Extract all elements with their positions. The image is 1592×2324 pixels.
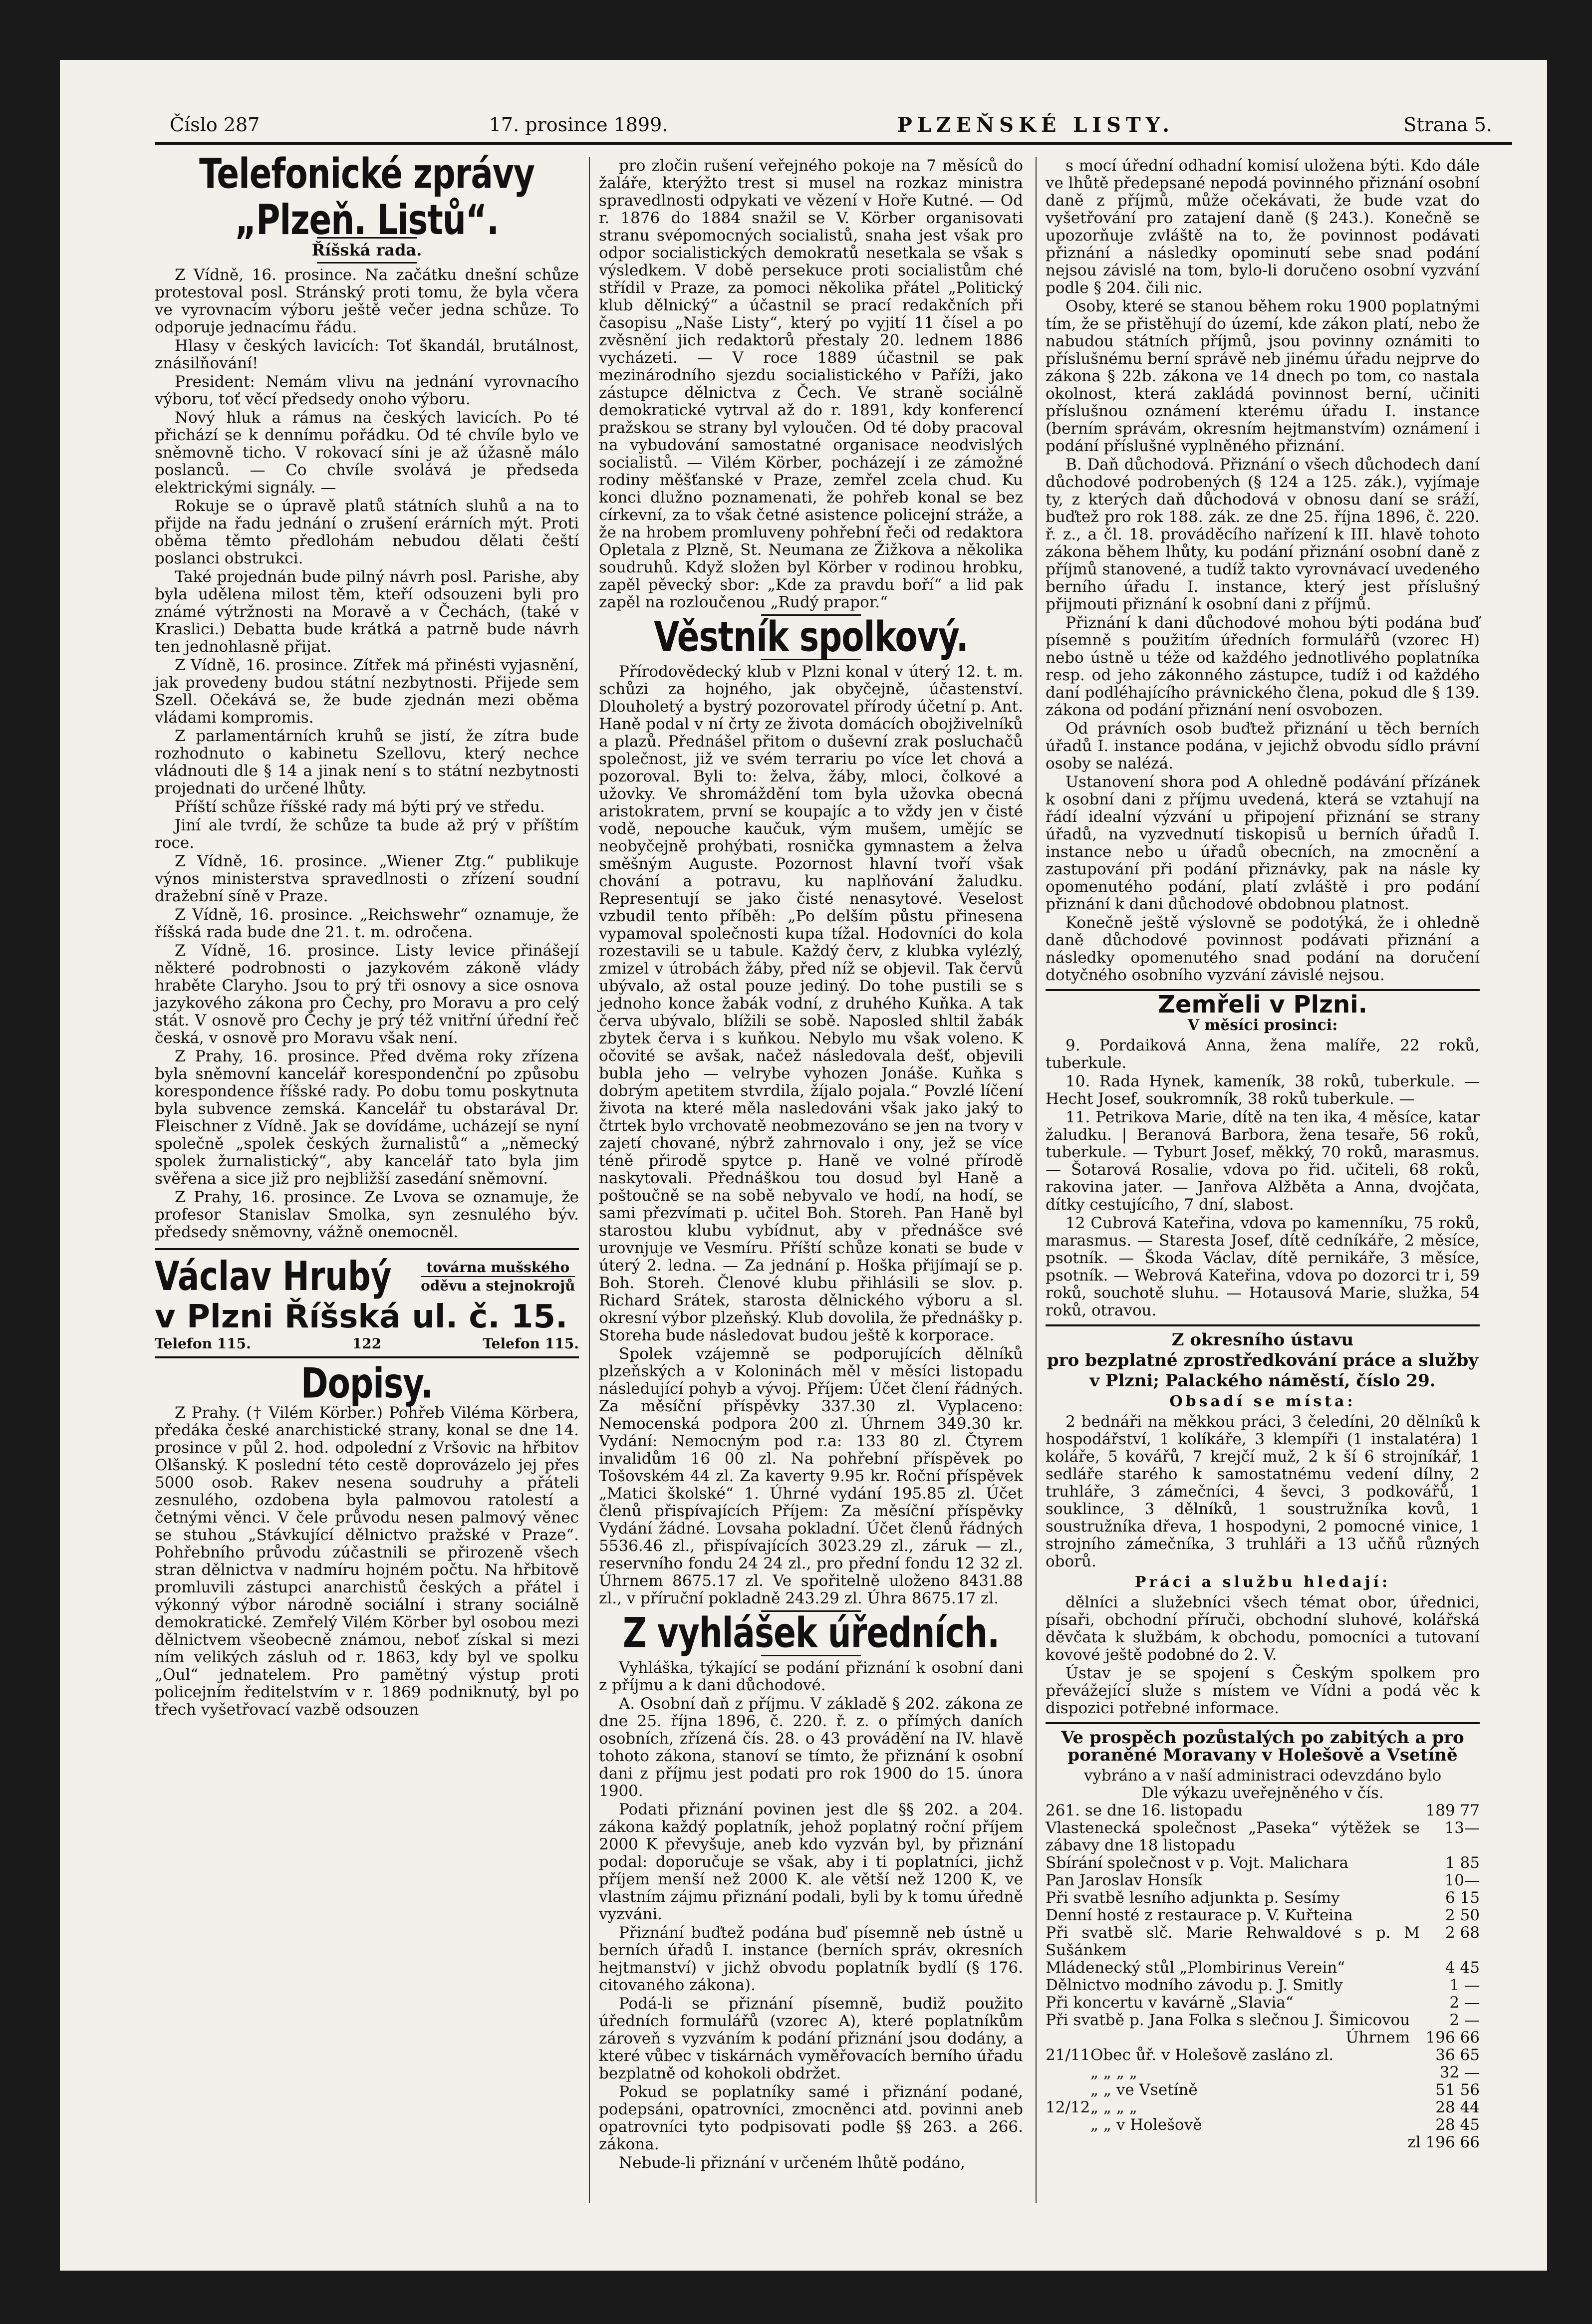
table-row <box>1046 1907 1480 1924</box>
paragraph: Přiznání k dani důchodové mohou býti podána buď písemně s použitím úředních formulářů (vzorec H) nebo ústně u téže od každého jednotlivého poplatníka resp. od jeho zákonného zástupce, tudíž i od každého daní podléhajícího právnického člena, pokud dle § 139. zákona od podání přiznání není osvobozen. <box>1046 614 1480 719</box>
remit-value: 36 65 <box>1435 2046 1480 2064</box>
donations-total <box>1046 2029 1480 2047</box>
table-row <box>1046 2047 1480 2064</box>
remit-label: „ „ ve Vsetíně <box>1090 2081 1198 2099</box>
paragraph: Také projednán bude pilný návrh posl. Parishe, aby byla udělena milost těm, kteří odsouzeni byli pro známé výtržnosti na Moravě a v Čechách, (také v Kraslici.) Debatta bude krátká a patrně bude návrh ten jednohlasně přijat. <box>155 568 579 656</box>
subsection-heading: V měsíci prosinci: <box>1187 1017 1338 1034</box>
ad-phone: Telefon 115. <box>483 1335 579 1352</box>
subsection-heading: Obsadí se místa: <box>1169 1393 1356 1410</box>
paragraph: Podati přiznání povinen jest dle §§ 202. a 204. zákona každý poplatník, jehož poplatný roční příjem 2000 K převyšuje, aneb kdo vyzván byl, by přiznání podal: doporučuje se však, aby i ti poplatníci, jichž příjem menší než 2000 K. ale větší než 1200 K, ve vlastním zájmu přiznání podali, byli by k tomu úředně vyzváni. <box>599 1801 1023 1923</box>
page-header <box>170 110 1492 140</box>
donation-value: 2 50 <box>1445 1906 1480 1924</box>
section-heading: Z okresního ústavu <box>1171 1330 1354 1350</box>
paragraph: President: Nemám vlivu na jednání vyrovnacího výboru, toť věcí předsedy onoho výboru. <box>155 373 579 408</box>
paragraph: Hlasy v českých lavicích: Toť škandál, brutálnost, znásilňování! <box>155 337 579 372</box>
subsection-heading: vybráno a v naší administraci odevzdáno bylo <box>1083 1767 1442 1785</box>
paragraph: 10. Rada Hynek, kameník, 38 roků, tuberkule. — Hecht Josef, soukromník, 38 roků tuberkule. — <box>1046 1072 1480 1108</box>
donation-label: Při svatbě slč. Marie Rehwaldové s p. M Sušánkem <box>1046 1924 1420 1959</box>
remits-table <box>1046 2047 1480 2134</box>
article-body <box>155 266 579 1241</box>
donation-label: 261. se dne 16. listopadu <box>1046 1802 1243 1819</box>
donation-label: Při svatbě p. Jana Folka s slečnou J. Šimicovou <box>1046 2011 1410 2029</box>
donation-label: Sbírání společnost v p. Vojt. Malichara <box>1046 1854 1348 1872</box>
column-divider <box>1036 157 1037 2203</box>
total-label: Úhrnem <box>1345 2029 1410 2047</box>
paragraph: Z Vídně, 16. prosince. Na začátku dnešní schůze protestoval posl. Stránský proti tomu, že byla včera ve vyrovnacím výboru ještě večer jedna schůze. To odporuje jednacímu řádu. <box>155 266 579 336</box>
paragraph: Osoby, které se stanou během roku 1900 poplatnými tím, že se přistěhují do území, kde zákon platí, nebo že nabudou státních příjmů, jsou povinny oznámiti to příslušnému berní správě neb jinému úřadu nejprve do zákona § 22b. zákona ve 14 dnech po tom, co nastala okolnost, která zakládá povinnost berní, učiniti příslušnou oznámení kterému úřadu I. instance (berním správám, okresním hejtmanstvím) oznámení i podání příslušné vyplněného přiznání. <box>1046 297 1480 455</box>
paragraph: 12 Cubrová Kateřina, vdova po kamenníku, 75 roků, marasmus. — Staresta Josef, dítě cedníkáře, 2 měsíce, psotník. — Škoda Václav, dítě pernikáře, 3 měsíce, psotník. — Webrová Kateřina, vdova po dozorci tr i, 59 roků, souchotě sluhu. — Hotausová Marie, služka, 54 roků, otravou. <box>1046 1214 1480 1319</box>
table-row <box>1046 2116 1480 2134</box>
donation-value: 6 15 <box>1445 1889 1480 1907</box>
section-heading: Věstník spolkový. <box>654 613 968 661</box>
column-divider <box>589 157 590 2203</box>
remit-date: 12/12 <box>1046 2098 1090 2116</box>
donation-label: Mládenecký stůl „Plombirinus Verein“ <box>1046 1959 1345 1977</box>
header-rule <box>155 142 1512 145</box>
column-3 <box>1046 157 1480 2151</box>
page-number: Strana 5. <box>1403 114 1492 136</box>
remit-value: 32 — <box>1439 2064 1480 2081</box>
divider <box>317 262 417 263</box>
subsection-heading: Práci a službu hledají: <box>1134 1573 1391 1591</box>
donation-value: 2 68 <box>1445 1924 1480 1942</box>
section-heading: Dopisy. <box>300 1359 433 1408</box>
donation-value: 13— <box>1444 1819 1480 1837</box>
section-heading: Ve prospěch pozůstalých po zabitých a pro poraněné Moravany v Holešově a Vsetíně <box>1061 1728 1464 1765</box>
table-row <box>1046 1872 1480 1889</box>
donation-value: 2 — <box>1449 1994 1480 2012</box>
paragraph: Z Vídně, 16. prosince. „Wiener Ztg.“ publikuje výnos ministerstva spravedlnosti o zřízení soudní dražební síně v Praze. <box>155 852 579 905</box>
remit-value: 51 56 <box>1435 2081 1480 2099</box>
column-1 <box>155 150 579 1720</box>
paragraph: pro zločin rušení veřejného pokoje na 7 měsíců do žaláře, kterýžto trest si musel na rozkaz ministra spravedlnosti odpykati ve vězení v Hoře Kutné. — Od r. 1876 do 1884 snažil se V. Körber organisovati stranu svépomocných socialistů, snaha jest však pro odpor socialistických demokratů nesetkala se však s výsledkem. V době persekuce proti socialistům ché střídil v Praze, za pomoci několika přátel „Politický klub dělnický“ a účastnil se prací redakčních při časopisu „Naše Listy“, který po vyjití 11 čísel a po zvěsnění jich redaktorů přestaly 20. lednem 1886 vycházeti. — V roce 1889 účastnil se pak mezinárodního sjezdu socialistického v Paříži, jako zástupce dělnictva z Čech. Ve straně sociálně demokratické vytrval až do r. 1891, kdy konferencí pražskou se strany byl vyloučen. Od té doby pracoval na vybudování samostatné organisace neodvislých socialistů. — Vilém Körber, pocházejí i ze zámožné rodiny měšťanské v Praze, zemřel zcela chud. Ku konci dlužno poznamenati, že pohřeb konal se bez církevní, za to však četné asistence policejní stráže, a že na hrobem promluveny pohřební řeči od redaktora Opletala z Plzně, St. Neumana ze Žižkova a několika soudruhů. Když složen byl Körber v rodinou hrobku, zapěl pěvecký sbor: „Kde za pravdu boří“ a lid pak zapěl na rozloučenou „Rudý prapor.“ <box>599 157 1023 611</box>
remit-label: „ „ „ „ <box>1090 2064 1137 2081</box>
paragraph: dělníci a služebníci všech témat obor, úřednici, písaři, obchodní příruči, obchodní sluhové, kolářská děvčata k službám, k obchodu, pomocníci a tutovaní kovové ještě podobné do 2. V. <box>1046 1593 1480 1664</box>
donations-intro: Dle výkazu uveřejněného v čís. <box>1141 1784 1384 1802</box>
table-row <box>1046 1959 1480 1977</box>
section-heading: Zemřeli v Plzni. <box>1158 991 1367 1019</box>
ad-company-name: Václav Hrubý <box>155 1253 392 1299</box>
issue-date: 17. prosince 1899. <box>489 114 668 136</box>
donation-label: Pan Jaroslav Honsík <box>1046 1871 1203 1889</box>
donation-value: 1 — <box>1449 1976 1480 1994</box>
paragraph: Jiní ale tvrdí, že schůze ta bude až prý v příštím roce. <box>155 816 579 852</box>
paragraph: 2 bednáři na měkkou práci, 3 čeledíni, 20 dělníků k hospodářství, 1 kolíkáře, 3 klempíři (1 instalatéra) 1 koláře, 5 kovářů, 7 krejčí muž, 2 k ší 6 strojníkář, 1 sedláře starého k samostatnému vedení dílny, 2 truhláře, 3 zámečníci, 4 ševci, 3 podkovářů, 1 souklince, 3 dělníků, 1 soustružníka kovů, 1 soustružníka dřeva, 1 hospodyni, 2 pomocné vinice, 1 strojního zámečníka, 3 truhláři a 13 učňů různých oborů. <box>1046 1413 1480 1570</box>
remit-label: Obec ůř. v Holešově zasláno zl. <box>1090 2046 1334 2064</box>
section-heading: v Plzni; Palackého náměstí, číslo 29. <box>1089 1371 1436 1391</box>
table-row <box>1046 1854 1480 1872</box>
donation-label: Při svatbě lesního adjunkta p. Sesímy <box>1046 1889 1340 1907</box>
paragraph: Rokuje se o úpravě platů státních sluhů a na to přijde na řadu jednání o zrušení erárních mýt. Proti oběma těmto předlohám nebudou dělati čeští poslanci obstrukci. <box>155 497 579 567</box>
paragraph: Podá-li se přiznání písemně, budiž použito úředních formulářů (vzorec A), které poplatníkům zároveň s vyzváním k podání přiznání jsou dodány, a které vůbec v tiskárnách vyměřovacích berního úřadu bezplatně od kohokoli obdržet. <box>599 1995 1024 2082</box>
divider <box>1046 1722 1480 1724</box>
advertisement <box>155 1248 579 1358</box>
paragraph: 9. Pordaiková Anna, žena malíře, 22 roků, tuberkule. <box>1046 1036 1480 1072</box>
donations-table <box>1046 1802 1480 2029</box>
paragraph: Nový hluk a rámus na českých lavicích. Po té přichází se k dennímu pořádku. Od té chvíle bylo ve sněmovně ticho. V rokovací síni je až úžasně málo poslanců. — Co chvíle svolává je předseda elektrickými signály. — <box>155 409 579 497</box>
remit-total: zl 196 66 <box>1407 2133 1480 2151</box>
table-row <box>1046 2012 1480 2029</box>
table-row <box>1046 1802 1480 1819</box>
ad-phone: Telefon 115. <box>155 1335 251 1352</box>
donation-label: Dělnictvo modního závodu p. J. Smitly <box>1046 1976 1343 1994</box>
paragraph: Pokud se poplatníky samé i přiznání podané, podepsáni, opatrovníci, zmocněnci atd. povinni aneb opatrovníci tyto podpisovati podle §§ 263. a 266. zákona. <box>599 2083 1023 2153</box>
divider <box>1046 1324 1480 1326</box>
donation-value: 4 45 <box>1445 1959 1480 1977</box>
column-2 <box>599 157 1023 2173</box>
ad-line: továrna mušského <box>426 1259 570 1276</box>
ad-line: oděvu a stejnokrojů <box>421 1276 575 1294</box>
paragraph: Příští schůze říšské rady má býti prý ve středu. <box>175 798 545 816</box>
paragraph: Přiznání buďtež podána buď písemně neb ústně u berních úřadů I. instance (berních správ, okresních hejtmanství) v jichž obvodu poplatník bydlí (§ 176. citovaného zákona). <box>599 1924 1023 1994</box>
table-row <box>1046 2064 1480 2081</box>
issue-number: Číslo 287 <box>170 114 260 136</box>
subsection-heading: Říšská rada. <box>311 241 422 259</box>
paragraph: Ustanovení shora pod A ohledně podávání přízánek k osobní dani z příjmu uvedená, která se vztahují na řádí idealní výzvání u připojení přiznání se strany úřadů, na vyzvednutí tiskopisů u berních úřadů I. instance nebo u úřadů obecních, na zmocnění a zastupování při podání přiznávky, pak na násle ky opomenutého podání, platí zvláště i pro podání přiznání k dani důchodové obdobnou platnost. <box>1046 773 1480 913</box>
newspaper-title: PLZEŇSKÉ LISTY. <box>897 113 1175 137</box>
total-value: 196 66 <box>1425 2029 1480 2047</box>
remit-value: 28 45 <box>1435 2116 1480 2134</box>
remit-label: „ „ v Holešově <box>1090 2116 1202 2134</box>
table-row <box>1046 2029 1480 2047</box>
paragraph: B. Daň důchodová. Přiznání o všech důchodech daní důchodové podrobených (§ 124 a 125. zák.), vyjímaje ty, z kterých daň důchodová v obnosu daní se sráží, buďtež pro rok 188. zák. ze dne 25. října 1896, č. 220. ř. z., a čl. 18. prováděcího nařízení k III. hlavě tohoto zákona během lhůty, ku podání přiznání osobní daně z příjmů stanovené, a tudíž takto vyrovnávací uvedeného berního úřadu I. instance, který jest příslušný přijmouti přiznání k osobní dani z příjmů. <box>1046 456 1480 613</box>
table-row <box>1046 1994 1480 2012</box>
ad-number: 122 <box>352 1335 382 1352</box>
paragraph: 11. Petrikova Marie, dítě na ten ika, 4 měsíce, katar žaludku. | Beranová Barbora, žena tesaře, 56 roků, tuberkule. — Tyburt Josef, měkký, 70 roků, marasmus. — Šotarová Rosalie, vdova po řid. učiteli, 68 roků, rakovina jater. — Janřova Alžběta a Anna, dvojčata, dítky cestujícího, 7 dní, slabost. <box>1046 1108 1480 1214</box>
paragraph: Z Prahy, 16. prosince. Před dvěma roky zřízena byla sněmovní kancelář korespondenční po způsobu korespondence říšské rady. Po dobu tomu poskytnuta byla subvence zemská. Kancelář tu obstarával Dr. Fleischner z Vídně. Jak se dovídáme, ucházejí se nyní společně „spolek českých žurnalistů“ a „německý spolek žurnalistický“, aby kancelář tato byla jim svěřena a sice již pro nejbližší zasedání sněmovní. <box>155 1047 579 1188</box>
ad-address: v Plzni Říšská ul. č. 15. <box>155 1298 568 1335</box>
newspaper-page <box>60 60 1547 2271</box>
remit-date <box>1046 2081 1090 2099</box>
section-heading: pro bezplatné zprostředkování práce a služby <box>1047 1350 1479 1370</box>
paragraph: s mocí úřední odhadní komisí uložena býti. Kdo dále ve lhůtě předepsané nepodá povinného přiznání osobní daně z příjmů, může očekávati, že bude vzat do vyšetřování pro zatajení daně (§ 243.). Konečně se upozorňuje zvláště na to, že povinnost podávati přiznání a následky opominutí sebe snad podání nejsou závislé na tom, bylo-li doručeno osobní vyzvání podle § 204. čili nic. <box>1046 157 1480 297</box>
donation-value: 10— <box>1444 1871 1480 1889</box>
paragraph: Spolek vzájemně se podporujících dělníků plzeňských a v Koloninách měl v měsíci listopadu následující pohyb a vývoj. Příjem: Účet člení řádných. Za měsíční příspěvky 337.30 zl. Vyplaceno: Nemocenská podpora 200 zl. Úhrnem 349.30 kr. Vydání: Nemocným pod r.a: 133 80 zl. Čtyrem invalidům 16 00 zl. Na pohřební příspěvek po Tošovském 44 zl. Za kaverty 9.95 kr. Roční příspěvek „Matici školské“ 1. Úhrné vydání 195.85 zl. Účet členů přispívajících Příjem: Za měsíční příspěvky Vydání žádné. Lovsaha pokladní. Účet členů řádných 5536.46 zl., přispívajících 3023.29 zl., záruk — zl., reservního fondu 24 24 zl., pro přední fondu 12 32 zl. Úhrnem 8675.17 zl. Ve spořitelně uloženo 8431.88 zl., v příruční pokladně 243.29 zl. Úhra 8675.17 zl. <box>599 1345 1023 1607</box>
ad-phones <box>155 1335 579 1352</box>
remit-label: „ „ „ „ <box>1090 2098 1137 2116</box>
paragraph: Z Vídně, 16. prosince. Zítřek má přinésti vyjasnění, jak provedeny budou státní nezbytnosti. Přijede sem Szell. Očekává se, že bude zjednán mezi oběma vládami kompromis. <box>155 656 579 727</box>
table-row <box>1046 2099 1480 2116</box>
paragraph: Nebude-li přiznání v určeném lhůtě podáno, <box>619 2154 965 2172</box>
paragraph: Z Vídně, 16. prosince. „Reichswehr“ oznamuje, že říšská rada bude dne 21. t. m. odročena. <box>155 906 579 941</box>
table-row <box>1046 2081 1480 2099</box>
donation-label: Při koncertu v kavárně „Slavia“ <box>1046 1994 1294 2012</box>
remit-date <box>1046 2116 1090 2134</box>
remit-date <box>1046 2064 1090 2081</box>
donation-value: 1 85 <box>1445 1854 1480 1872</box>
paragraph: A. Osobní daň z příjmu. V základě § 202. zákona ze dne 25. října 1896, č. 220. ř. z. o přímých daních osobních, zřízená čís. 28. o 43 provádění na IV. hlavě tohoto zákona, stanoví se tímto, že přiznání k osobní dani z příjmu jest podati pro rok 1900 do 15. února 1900. <box>599 1695 1023 1800</box>
donation-value: 2 — <box>1449 2011 1480 2029</box>
table-row <box>1046 1889 1480 1907</box>
table-row <box>1046 1924 1480 1959</box>
paragraph: Vyhláška, týkající se podání přiznání k osobní dani z příjmu a k dani důchodové. <box>599 1659 1023 1694</box>
donation-label: Denní hosté z restaurace p. V. Kuřteina <box>1046 1906 1353 1924</box>
paragraph: Z parlamentárních kruhů se jistí, že zítra bude rozhodnuto o kabinetu Szellovu, který nechce vládnouti dle § 14 a jinak není s to státní nezbytnosti projednati do určené lhůty. <box>155 727 579 797</box>
donation-value: 189 77 <box>1425 1802 1480 1819</box>
remit-value: 28 44 <box>1435 2098 1480 2116</box>
table-row <box>1046 1819 1480 1854</box>
remit-date: 21/11 <box>1046 2046 1090 2064</box>
donation-label: Vlastenecká společnost „Paseka“ výtěžek se zábavy dne 18 listopadu <box>1046 1819 1420 1854</box>
section-heading: Z vyhlášek úředních. <box>622 1609 1000 1657</box>
paragraph: Od právních osob buďtež přiznání u těch berních úřadů I. instance podána, v jejichž obvodu sídlo právní osoby se nalézá. <box>1046 720 1480 773</box>
paragraph: Ústav je se spojení s Českým spolkem pro převážející služe s místem ve Vídni a podá věc k dispozici potřebné informace. <box>1046 1664 1480 1717</box>
paragraph: Z Prahy. († Vilém Körber.) Pohřeb Viléma Körbera, předáka české anarchistické strany, konal se dne 14. prosince v půl 2. hod. odpolední z Vršovic na hřbitov Olšanský. K poslední této cestě doprovázelo jej přes 5000 osob. Rakev nesena soudruhy a přáteli zesnulého, ozdobena byla palmovou ratolestí a četnými věnci. V čele průvodu nesen palmový věnec se stuhou „Stávkující dělnictvo pražské v Praze“. Pohřebního průvodu zúčastnili se přirozeně všech stran dělnictva v nadmíru hojném počtu. Na hřbitově promluvili zástupci anarchistů českých a přátel i výkonný výbor národně sociální i strany sociálně demokratické. Zemřelý Vilém Körber byl osobou mezi dělnictvem všeobecně známou, neboť získal si mezi ním velikých zásluh od r. 1863, kdy byl ve spolku „Oul“ jednatelem. Pro pamětný výstup proti policejním ředitelstvím v r. 1869 podniknutý, byl po třech vyšetřovací vazbě odsouzen <box>155 1404 579 1719</box>
paragraph: Přírodovědecký klub v Plzni konal v úterý 12. t. m. schůzi za hojného, jak obyčejně, účastenství. Dlouholetý a bystrý pozorovatel přírody účetní p. Ant. Haně podal v ní črty ze života domácích obojživelníků a plazů. Přednášel přitom o duševní zrak posluchačů společnost, již ve svém terrariu po více let chová a pozoroval. Byli to: želva, žáby, mloci, čolkové a užovky. Ve shromáždění tom byla užovka obecná aristokratem, první se koupajíc a to vždy jen v čisté vodě, nepouche kaučuk, vým mušem, umějíc se neobyčejně prohýbati, rosnička gymnastem a želva směšným Auguste. Pozornost hlavní tvoří však chování a potravu, ku naplňování žaludku. Representují se jako čisté nenasytové. Veselost vzbudil tento příběh: „Po delším půstu přinesena vypamoval společnosti kupa tížal. Hodovníci do kola rozestavili se u tabule. Každý červ, z klubka vylézlý, zmizel v útrobách žáby, před níž se objevil. Tak červů ubývalo, až ostal pouze jediný. Do tohe pustili se s jednoho konce žabák vodní, z druhého Kuňka. A tak červa ubývalo, blížili se sobě. Naposled shltil žabák zbytek červa i s kuňkou. Nebylo mu však voleno. K očovité se avšak, načež následovala dešť, objevili bubla jeho — velrybe vyhozen Jonáše. Kuňka s dobrým apetitem stvrdila, žíjalo pojala.“ Povzlé líčení života na které měla nasledováni však jako jaký to čtrtek bylo vrchovatě neobmezováno se jen na tvory v zajetí chované, nýbrž zahrnovalo i ony, jež se více téně přirodě spytce p. Haně ve volné přírodě naskytovali. Přednáškou tou dosud byl Haně a poštoučně se na sobě nebyvalo ve hodí, na hodí, se sami přezvímati p. učitel Boh. Storeh. Pan Haně byl starostou klubu vybídnut, aby v přednášce své urovnjuje ve Vesmíru. Příští schůze konati se bude v úterý 2. ledna. — Za jednání p. Hoška přijímají se p. Boh. Storeh. Členové klubu přihlásili se slov. p. Richard Srátek, starosta dělnického výboru a sl. okresní výbor plzeňský. Klub dovolila, že přednášky p. Storeha bude následovat budou ještě k korporace. <box>599 663 1023 1344</box>
table-row <box>1046 1977 1480 1994</box>
paragraph: Konečně ještě výslovně se podotýká, že i ohledně daně důchodové povinnost podávati přiznání a následky opomenutého snad podání na doručení dotyčného osobního vyzvání závislé nejsou. <box>1046 914 1480 984</box>
paragraph: Z Vídně, 16. prosince. Listy levice přinášejí některé podrobnosti o jazykovém zákoně vlády hraběte Claryho. Jsou to prý tři osnovy a sice osnova jazykového zákona pro Čechy, pro Moravu a pro celý stát. V osnově pro Čechy je prý též vnitřní úřední řeč česká, v osnově pro Moravu však není. <box>155 942 579 1047</box>
section-heading: Telefonické zprávy „Plzeň. Listů“. <box>199 150 534 244</box>
paragraph: Z Prahy, 16. prosince. Ze Lvova se oznamuje, že profesor Stanislav Smolka, syn zesnulého býv. předsedy sněmovny, vážně onemocněl. <box>155 1188 579 1241</box>
